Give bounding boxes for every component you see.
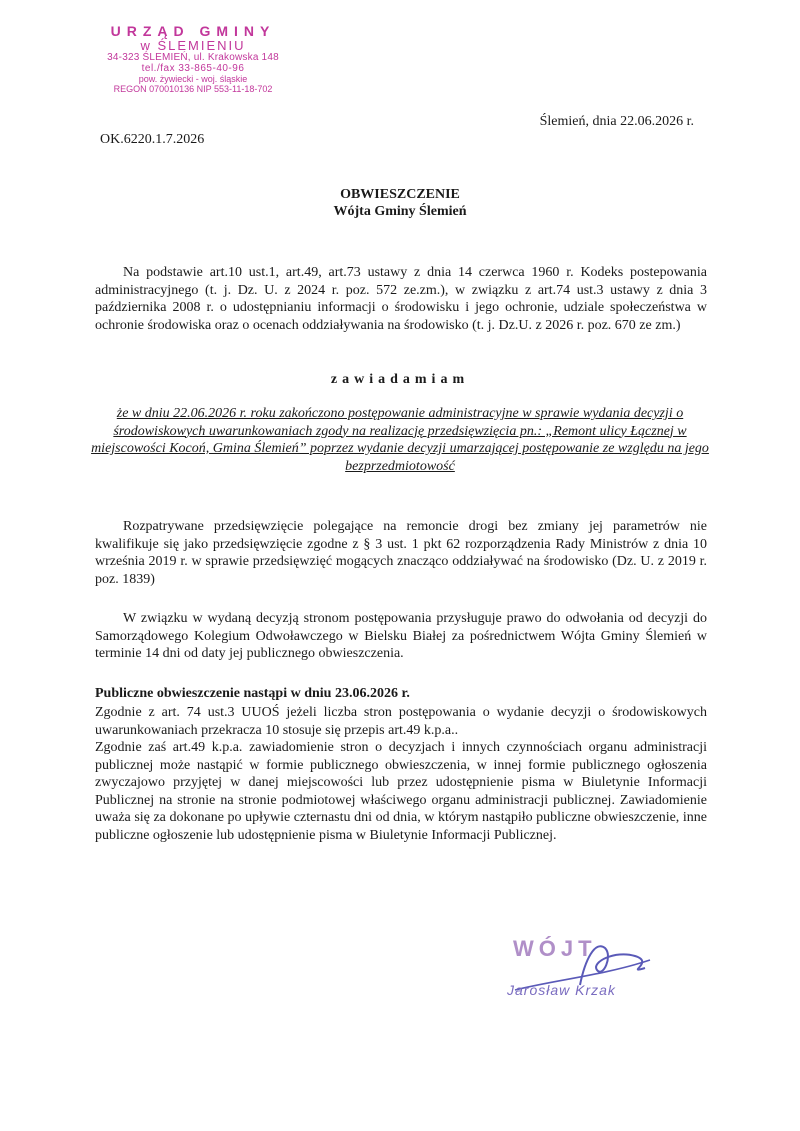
- title-line-1: OBWIESZCZENIE: [340, 187, 460, 202]
- signature-stamp: [485, 930, 685, 1010]
- stamp-line-6: REGON 070010136 NIP 553-11-18-702: [113, 84, 273, 94]
- publication-text-2: Zgodnie zaś art.49 k.p.a. zawiadomienie stron o decyzjach i innych czynnościach organu administracji publicznej może nastąpić w formie publicznego obwieszczenia, w innej formie publicznego ogłoszenia zwyczajowo przyjętej w danej miejscowości lub przez udostępnienie pisma w Biuletynie Informacji Publicznej na stronie na stronie podmiotowej właściwego organu administracji publicznej. Zawiadomienie uważa się za dokonane po upływie czternastu dni od dnia, w którym nastąpiło publiczne obwieszczenie, inne publiczne ogłoszenie lub udostępnienie pisma w Biuletynie Informacji Publicznej.: [95, 740, 707, 843]
- appeal-paragraph: W związku w wydaną decyzją stronom postępowania przysługuje prawo do odwołania od decyzji do Samorządowego Kolegium Odwoławczego w Bielsku Białej za pośrednictwem Wójta Gminy Ślemień w terminie 14 dni od daty jej publicznego obwieszczenia.: [95, 611, 707, 661]
- publication-text: [95, 704, 707, 844]
- title-line-2: Wójta Gminy Ślemień: [333, 204, 467, 219]
- publication-text-1: Zgodnie z art. 74 ust.3 UUOŚ jeżeli liczba stron postępowania o wydanie decyzji o środowiskowych uwarunkowaniach przekracza 10 stosuje się przepis art.49 k.p.a..: [95, 705, 707, 738]
- stamp-line-4: tel./fax 33-865-40-96: [141, 63, 245, 74]
- signatory-name: Jarosław Krzak: [507, 982, 616, 998]
- stamp-line-3: 34-323 ŚLEMIEŃ, ul. Krakowska 148: [107, 52, 279, 63]
- document-title: [0, 186, 800, 220]
- stamp-line-5: pow. żywiecki - woj. śląskie: [138, 74, 248, 84]
- office-stamp: [78, 24, 308, 94]
- notify-heading: zawiadamiam: [330, 372, 470, 387]
- stamp-line-2: w ŚLEMIENIU: [140, 38, 246, 53]
- legal-basis-paragraph: Na podstawie art.10 ust.1, art.49, art.73 ustawy z dnia 14 czerwca 1960 r. Kodeks postepowania administracyjnego (t. j. Dz. U. z 2024 r. poz. 572 ze.zm.), w związku z art.74 ust.3 ustawy z dnia 3 października 2008 r. o udostępnianiu informacji o środowisku i jego ochronie, udziale społeczeństwa w ochronie środowiska oraz o ocenach oddziaływania na środowisko (t. j. Dz.U. z 2026 r. poz. 670 ze zm.): [95, 265, 707, 333]
- decision-statement: że w dniu 22.06.2026 r. roku zakończono postępowanie administracyjne w sprawie wydania decyzji o środowiskowych uwarunkowaniach zgody na realizację przedsięwzięcia pn.: „Remont ulicy Łącznej w miejscowości Kocoń, Gmina Ślemień” poprzez wydanie decyzji umarzającej postępowanie ze względu na jego bezprzedmiotowość: [91, 406, 709, 474]
- reference-number: OK.6220.1.7.2026: [100, 132, 205, 147]
- handwritten-signature: [485, 930, 685, 1010]
- signature-title: WÓJT: [513, 936, 597, 961]
- stamp-line-1: URZĄD GMINY: [110, 23, 276, 39]
- project-description-paragraph: Rozpatrywane przedsięwzięcie polegające na remoncie drogi bez zmiany jej parametrów nie kwalifikuje się jako przedsięwzięcie zgodne z § 3 ust. 1 pkt 62 rozporządzenia Rady Ministrów z dnia 10 września 2019 r. w sprawie przedsięwzięć mogących znacząco oddziaływać na środowisko (Dz. U. z 2019 r. poz. 1839): [95, 519, 707, 587]
- document-date: Ślemień, dnia 22.06.2026 r.: [539, 114, 694, 129]
- publication-heading: Publiczne obwieszczenie nastąpi w dniu 23.06.2026 r.: [95, 686, 410, 701]
